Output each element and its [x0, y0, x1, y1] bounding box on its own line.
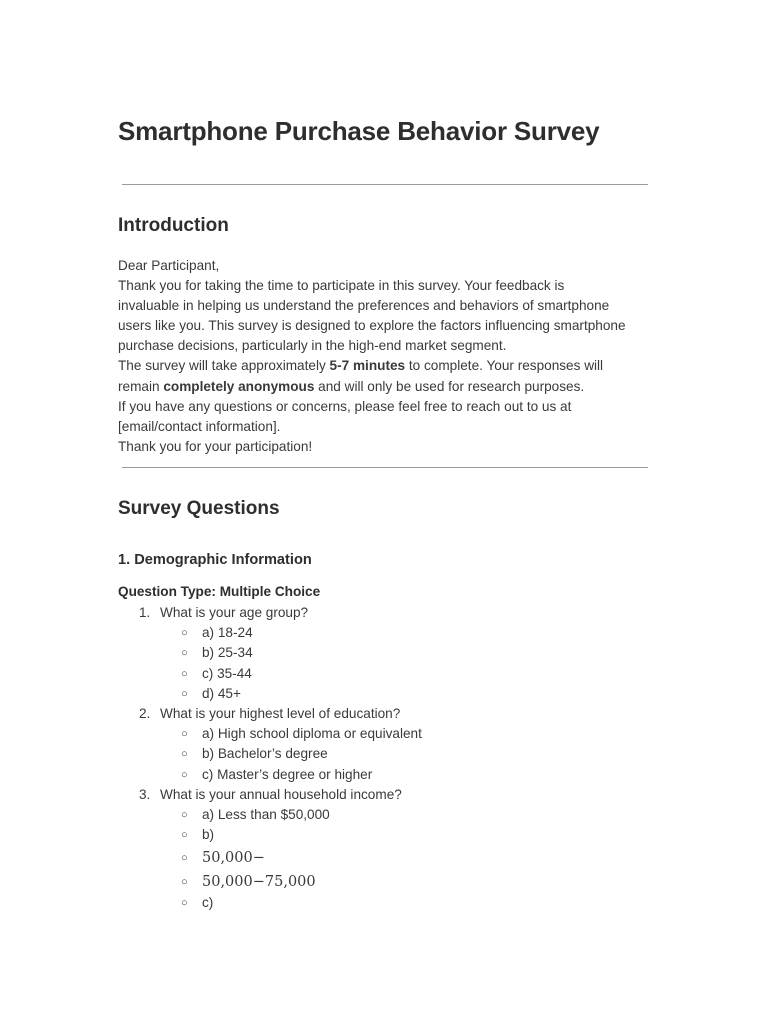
question-item — [118, 704, 658, 724]
option-text: b) Bachelor’s degree — [202, 746, 328, 762]
intro-line: Dear Participant, — [118, 258, 220, 273]
introduction-heading: Introduction — [118, 215, 229, 236]
title-divider — [122, 184, 648, 185]
intro-line: users like you. This survey is designed to explore the factors influencing smartphone — [118, 318, 626, 334]
intro-line: purchase decisions, particularly in the high-end market segment. — [118, 338, 507, 354]
intro-line: invaluable in helping us understand the preferences and behaviors of smartphone — [118, 298, 610, 314]
option-text: c) — [202, 895, 214, 911]
option-text: a) High school diploma or equivalent — [202, 726, 422, 742]
option-text: a) 18-24 — [202, 625, 253, 641]
circle-bullet-icon: ○ — [181, 808, 188, 821]
answer-option — [118, 623, 658, 643]
circle-bullet-icon: ○ — [181, 876, 188, 889]
answer-option — [118, 825, 658, 845]
question-text: What is your age group? — [160, 605, 309, 620]
demographic-section-heading: 1. Demographic Information — [118, 552, 312, 568]
duration-emphasis: 5-7 minutes — [329, 358, 406, 374]
option-text: c) 35-44 — [202, 665, 252, 681]
intro-text-fragment: The survey will take approximately — [118, 358, 330, 374]
document-title: Smartphone Purchase Behavior Survey — [118, 116, 600, 146]
introduction-text — [118, 256, 658, 457]
circle-bullet-icon: ○ — [181, 647, 188, 660]
option-text: 50,000−75,000 — [202, 874, 316, 891]
option-text: 50,000− — [202, 850, 265, 867]
intro-line: [email/contact information]. — [118, 418, 281, 434]
answer-option — [118, 643, 658, 663]
circle-bullet-icon: ○ — [181, 748, 188, 761]
option-text: d) 45+ — [202, 685, 241, 701]
answer-option — [118, 805, 658, 825]
circle-bullet-icon: ○ — [181, 728, 188, 741]
circle-bullet-icon: ○ — [181, 768, 188, 781]
intro-line: Thank you for taking the time to participate in this survey. Your feedback is — [118, 278, 565, 294]
question-text: What is your annual household income? — [160, 786, 402, 802]
answer-option — [118, 845, 658, 869]
answer-option — [118, 869, 658, 893]
introduction-divider — [122, 467, 648, 468]
intro-line: Thank you for your participation! — [118, 438, 313, 454]
question-item — [118, 785, 658, 805]
question-number: 3. — [139, 786, 151, 802]
question-number: 1. — [139, 605, 151, 620]
circle-bullet-icon: ○ — [181, 829, 188, 842]
answer-option — [118, 664, 658, 684]
option-text: b) — [202, 827, 215, 843]
circle-bullet-icon: ○ — [181, 687, 188, 700]
question-number: 2. — [139, 705, 151, 721]
intro-line: If you have any questions or concerns, please feel free to reach out to us at — [118, 398, 572, 414]
option-text: c) Master’s degree or higher — [202, 766, 373, 782]
circle-bullet-icon: ○ — [181, 897, 188, 910]
survey-questions-heading: Survey Questions — [118, 498, 280, 519]
question-type-label: Question Type: Multiple Choice — [118, 584, 321, 599]
answer-option — [118, 893, 658, 913]
question-list — [118, 603, 658, 913]
intro-text-fragment: to complete. Your responses will — [405, 358, 604, 374]
answer-option — [118, 765, 658, 785]
circle-bullet-icon: ○ — [181, 667, 188, 680]
answer-option — [118, 724, 658, 744]
question-item — [118, 603, 658, 623]
circle-bullet-icon: ○ — [181, 627, 188, 640]
anonymity-emphasis: completely anonymous — [163, 378, 315, 394]
question-text: What is your highest level of education? — [160, 705, 401, 721]
intro-text-fragment: and will only be used for research purposes. — [314, 378, 585, 394]
circle-bullet-icon: ○ — [181, 852, 188, 865]
answer-option — [118, 684, 658, 704]
option-text: a) Less than $50,000 — [202, 806, 330, 822]
intro-line-anonymity — [118, 377, 658, 397]
option-text: b) 25-34 — [202, 645, 253, 661]
intro-text-fragment: remain — [118, 378, 164, 394]
intro-line-duration — [118, 356, 658, 376]
answer-option — [118, 744, 658, 764]
